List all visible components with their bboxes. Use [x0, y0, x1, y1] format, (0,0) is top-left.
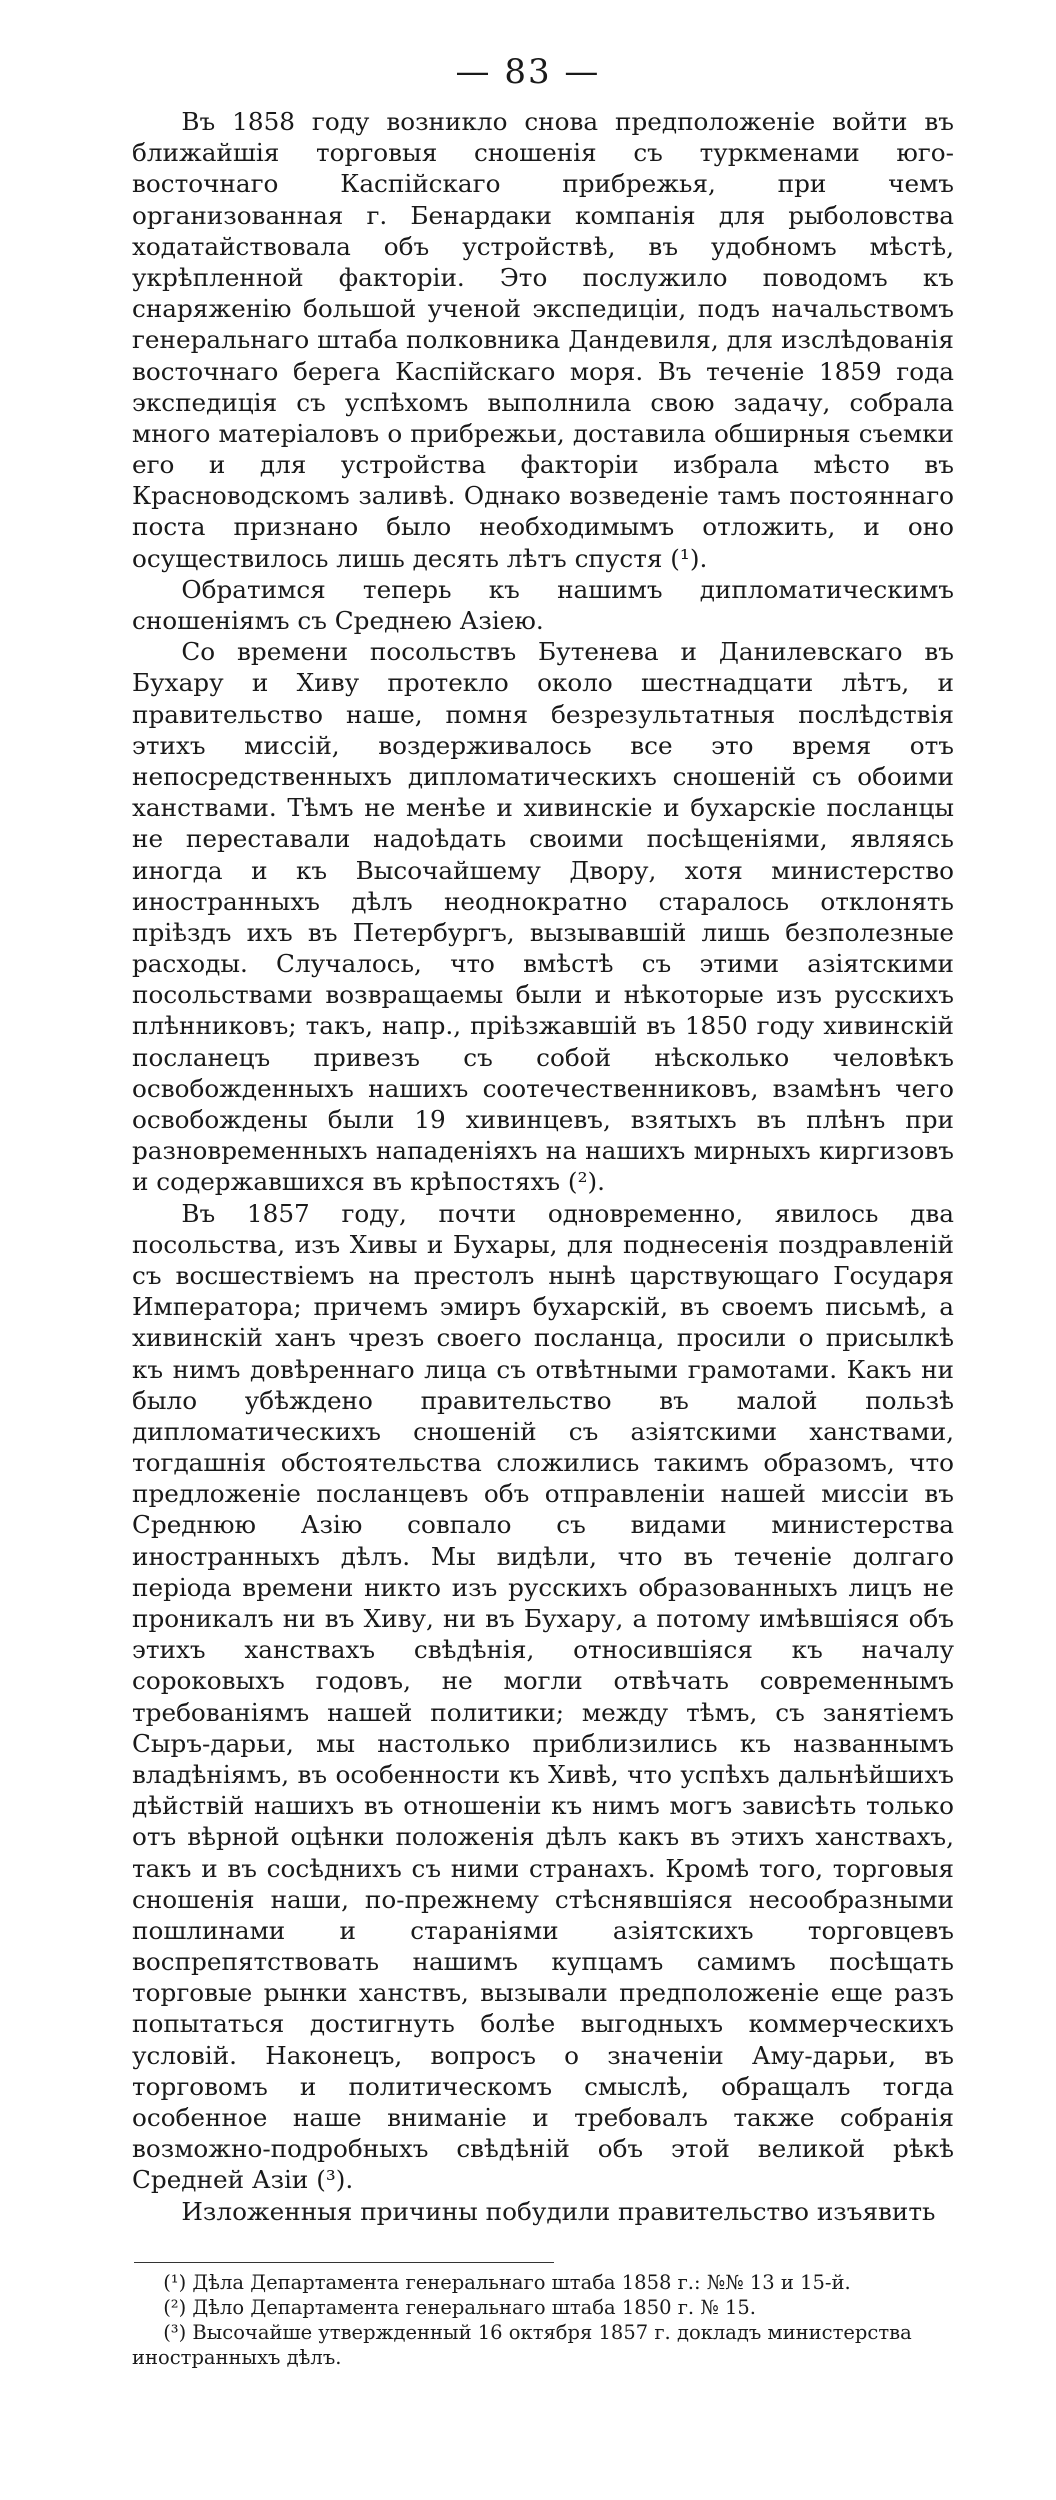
- paragraph: Изложенныя причины побудили правительство изъявить: [181, 2196, 936, 2226]
- body-text: [132, 106, 954, 2227]
- paragraph: Въ 1858 году возникло снова предположеніе войти въ ближайшія торговыя сношенія съ туркменами юго-восточнаго Каспійскаго прибрежья, при чемъ организованная г. Бенардаки компанія для рыболовства ходатайствовала объ устройствѣ, въ удобномъ мѣстѣ, укрѣпленной факторіи. Это послужило поводомъ къ снаряженію большой ученой экспедиціи, подъ начальствомъ генеральнаго штаба полковника Дандевиля, для изслѣдованія восточнаго берега Каспійскаго моря. Въ теченіе 1859 года экспедиція съ успѣхомъ выполнила свою задачу, собрала много матеріаловъ о прибрежьи, доставила обширныя съемки его и для устройства факторіи избрала мѣсто въ Красноводскомъ заливѣ. Однако возведеніе тамъ постояннаго поста признано было необходимымъ отложить, и оно осуществилось лишь десять лѣтъ спустя (¹).: [132, 107, 954, 573]
- page-number: — 83 —: [455, 52, 601, 92]
- paragraph: Со времени посольствъ Бутенева и Данилевскаго въ Бухару и Хиву протекло около шестнадцати лѣтъ, и правительство наше, помня безрезультатныя послѣдствія этихъ миссій, воздерживалось все это время отъ непосредственныхъ дипломатическихъ сношеній съ обоими ханствами. Тѣмъ не менѣе и хивинскіе и бухарскіе посланцы не переставали надоѣдать своими посѣщеніями, являясь иногда и къ Высочайшему Двору, хотя министерство иностранныхъ дѣлъ неоднократно старалось отклонять пріѣздъ ихъ въ Петербургъ, вызывавшій лишь безполезные расходы. Случалось, что вмѣстѣ съ этими азіятскими посольствами возвращаемы были и нѣкоторые изъ русскихъ плѣнниковъ; такъ, напр., пріѣзжавшій въ 1850 году хивинскій посланецъ привезъ съ собой нѣсколько человѣкъ освобожденныхъ нашихъ соотечественниковъ, взамѣнъ чего освобождены были 19 хивинцевъ, взятыхъ въ плѣнъ при разновременныхъ нападеніяхъ на нашихъ мирныхъ киргизовъ и содержавшихся въ крѣпостяхъ (²).: [132, 637, 954, 1197]
- footnote: (¹) Дѣла Департамента генеральнаго штаба 1858 г.: №№ 13 и 15-й.: [163, 2271, 851, 2294]
- paragraph: Въ 1857 году, почти одновременно, явилось два посольства, изъ Хивы и Бухары, для поднесенія поздравленій съ восшествіемъ на престолъ нынѣ царствующаго Государя Императора; причемъ эмиръ бухарскій, въ своемъ письмѣ, а хивинскій ханъ чрезъ своего посланца, просили о присылкѣ къ нимъ довѣреннаго лица съ отвѣтными грамотами. Какъ ни было убѣждено правительство въ малой пользѣ дипломатическихъ сношеній съ азіятскими ханствами, тогдашнія обстоятельства сложились такимъ образомъ, что предложеніе посланцевъ объ отправленіи нашей миссіи въ Среднюю Азію совпало съ видами министерства иностранныхъ дѣлъ. Мы видѣли, что въ теченіе долгаго періода времени никто изъ русскихъ образованныхъ лицъ не проникалъ ни въ Хиву, ни въ Бухару, а потому имѣвшіяся объ этихъ ханствахъ свѣдѣнія, относившіяся къ началу сороковыхъ годовъ, не могли отвѣчать современнымъ требованіямъ нашей политики; между тѣмъ, съ занятіемъ Сыръ-дарьи, мы настолько приблизились къ названнымъ владѣніямъ, въ особенности къ Хивѣ, что успѣхъ дальнѣйшихъ дѣйствій нашихъ въ отношеніи къ нимъ могъ зависѣть только отъ вѣрной оцѣнки положенія дѣлъ какъ въ этихъ ханствахъ, такъ и въ сосѣднихъ съ ними странахъ. Кромѣ того, торговыя сношенія наши, по-прежнему стѣснявшіяся несообразными пошлинами и стараніями азіятскихъ торговцевъ воспрепятствовать нашимъ купцамъ самимъ посѣщать торговые рынки ханствъ, вызывали предположеніе еще разъ попытаться достигнуть болѣе выгодныхъ коммерческихъ условій. Наконецъ, вопросъ о значеніи Аму-дарьи, въ торговомъ и политическомъ смыслѣ, обращалъ тогда особенное наше вниманіе и требовалъ также собранія возможно-подробныхъ свѣдѣній объ этой великой рѣкѣ Средней Азіи (³).: [132, 1198, 954, 2195]
- footnote: (³) Высочайше утвержденный 16 октября 1857 г. докладъ министерства иностранныхъ дѣлъ.: [132, 2321, 912, 2369]
- footnotes: [132, 2270, 954, 2370]
- footnote-rule: [134, 2262, 554, 2263]
- footnote: (²) Дѣло Департамента генеральнаго штаба 1850 г. № 15.: [163, 2296, 756, 2319]
- paragraph: Обратимся теперь къ нашимъ дипломатическимъ сношеніямъ съ Среднею Азіею.: [132, 574, 954, 635]
